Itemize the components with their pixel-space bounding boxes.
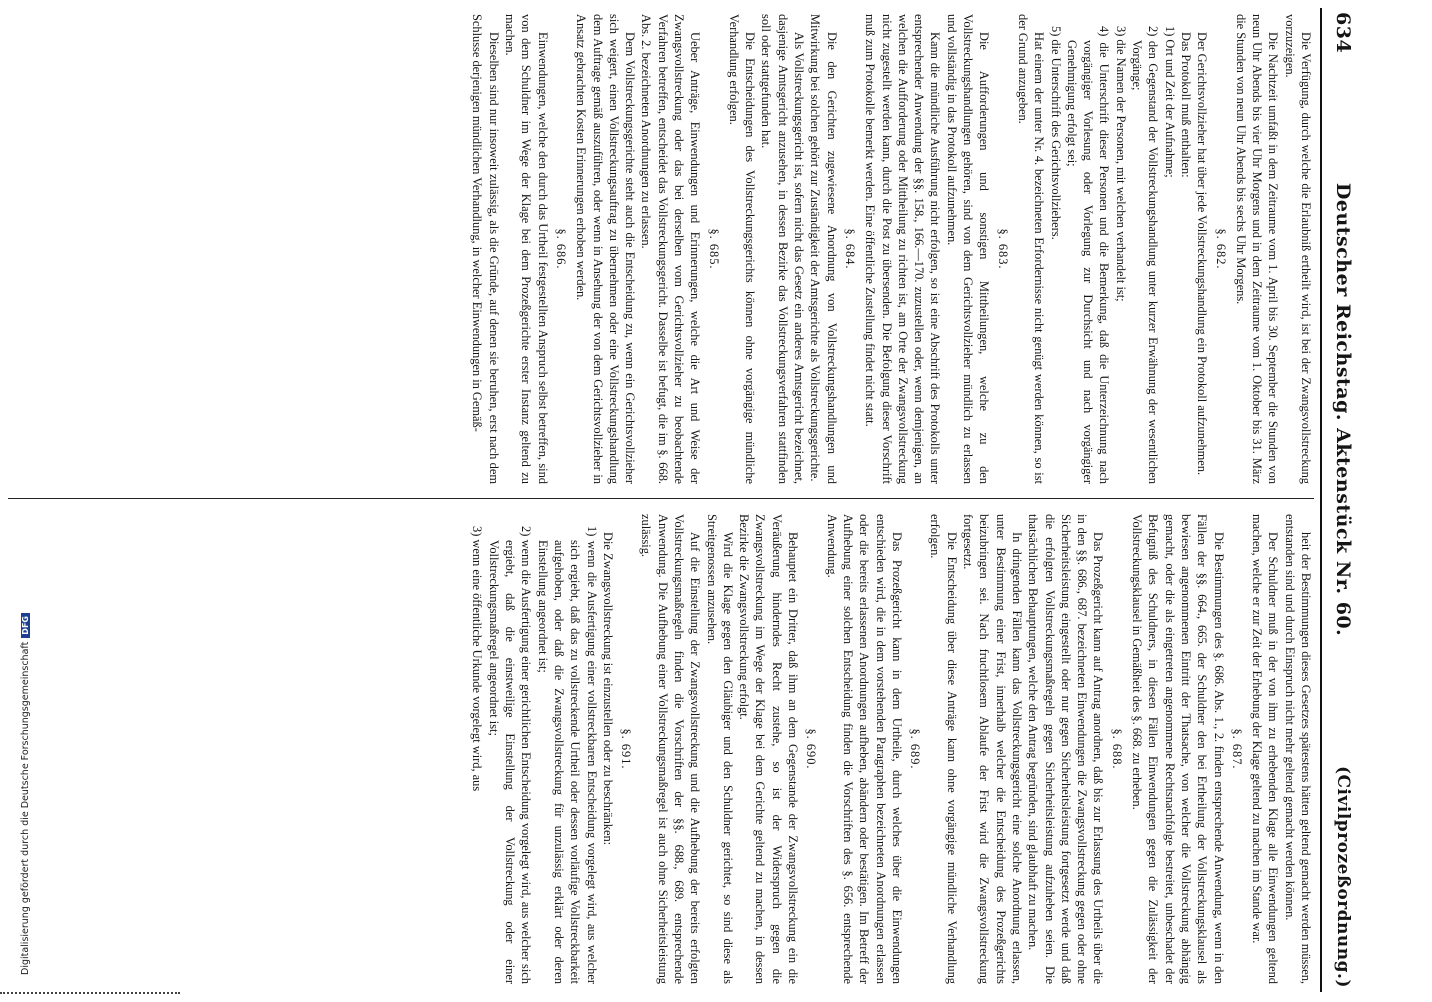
page-subtitle: (Civilprozeßordnung.) [1333,765,1353,988]
section-heading: §. 690. [804,728,819,770]
list-item: 1) Ort und Zeit der Aufnahme; [1162,26,1177,178]
paragraph: In dringenden Fällen kann das Vollstreckungsgericht eine solche Anordnung erlassen, unter Bestimmung einer Frist, innerhalb welcher die Entscheidung des Prozeßgerichts beizubringen sei. Nach fruchtlosem Ablaufe der Frist wird die Zwangsvollstreckung fortgesetzt. [961,514,1024,984]
page-title: Deutscher Reichstag. Aktenstück Nr. 60. [1332,182,1354,637]
scan-edge-mark [0,992,180,1002]
section-heading: §. 687. [1229,728,1244,770]
paragraph: Die Verfügung, durch welche die Erlaubniß ertheilt wird, ist bei der Zwangsvollstreckung vorzuzeigen. [1282,14,1313,484]
section-heading: §. 688. [1109,728,1124,770]
list-item: 3) wenn eine öffentliche Urkunde vorgelegt wird, aus [470,526,485,792]
footer-note [20,613,31,975]
footer-note-text: Digitalisierung gefördert durch die Deutsche Forschungsgemeinschaft [20,641,31,975]
paragraph: Dem Vollstreckungsgerichte steht auch die Entscheidung zu, wenn ein Gerichtsvollzieher sich weigert, einen Vollstreckungsauftrag zu übernehmen oder eine Vollstreckungshandlung dem Auftrage gemäß auszuführen, oder wenn in Ansehung der von dem Gerichtsvollzieher in Ansatz gebrachten Kosten Erinnerungen erhoben werden. [574,14,638,484]
paragraph: Das Prozeßgericht kann auf Antrag anordnen, daß bis zur Erlassung des Urtheils über die in den §§. 686., 687. bezeichneten Einwendungen die Zwangsvollstreckung gegen oder ohne Sicherheitsleistung eingestellt oder nur gegen Sicherheitsleistung fortgesetzt werde und daß die erfolgten Vollstreckungsmaßregeln gegen Sicherheitsleistung aufzuheben seien. Die thatsächlichen Behauptungen, welche den Antrag begründen, sind glaubhaft zu machen. [1026,514,1106,984]
header-rule [1320,8,1322,992]
right-column [6,514,1314,984]
paragraph: Das Prozeßgericht kann in dem Urtheile, durch welches über die Einwendungen entschieden wird, die in dem vorstehenden Paragraphen bezeichneten Anordnungen erlassen oder die bereits erlassenen Anordnungen aufheben, abändern oder bestätigen. Im Betreff der Aufhebung einer solchen Entscheidung finden die Vorschriften des §. 656. entsprechende Anwendung. [824,514,904,984]
paragraph: Behauptet ein Dritter, daß ihm an dem Gegenstande der Zwangsvollstreckung ein die Veräußerung hinderndes Recht zustehe, so ist der Widerspruch gegen die Zwangsvollstreckung im Wege der Klage bei dem Gerichte geltend zu machen, in dessen Bezirke die Zwangsvollstreckung erfolgt. [737,514,801,984]
paragraph: Kann die mündliche Ausführung nicht erfolgen, so ist eine Abschrift des Protokolls unter entsprechender Anwendung der §§. 158., 166.—170. zuzustellen oder, wenn demjenigen, an welchen die Aufforderung oder Mittheilung zu richten ist, am Orte der Zwangsvollstreckung nicht zugestellt werden kann, durch die Post zu übersenden. Die Befolgung dieser Vorschrift muß zum Protokolle bemerkt werden. Eine öffentliche Zustellung findet nicht statt. [863,14,943,484]
paragraph: Das Protokoll muß enthalten: [1178,32,1193,178]
list-item: 5) die Unterschrift des Gerichtsvollziehers. [1048,26,1063,240]
paragraph: Die Bestimmungen des §. 686. Abs. 1., 2. finden entsprechende Anwendung, wenn in den Fällen der §§. 664., 665. der Schuldner den bei Ertheilung der Vollstreckungsklausel als bewiesen angenommenen Eintritt der Thatsache, von welcher die Vollstreckung abhängig gemacht, oder die als eingetreten angenommene Rechtsnachfolge bestreitet, unbeschadet der Befugniß des Schuldners, in diesen Fällen Einwendungen gegen die Zulässigkeit der Vollstreckungsklausel in Gemäßheit des §. 668. zu erheben. [1130,514,1226,984]
paragraph: Ueber Anträge, Einwendungen und Erinnerungen, welche die Art und Weise der Zwangsvollstreckung oder das bei derselben vom Gerichtsvollzieher zu beobachtende Verfahren betreffen, entscheidet das Vollstreckungsgericht. Dasselbe ist befugt, die im §. 668. Abs. 2. bezeichneten Anordnungen zu erlassen. [639,14,703,484]
paragraph: Wird die Klage gegen den Gläubiger und den Schuldner gerichtet, so sind diese als Streitgenossen anzusehen. [704,514,735,984]
digitization-footer [6,0,30,1000]
page-header [1326,12,1360,988]
dfg-logo-icon: DFG [21,613,30,638]
list-item: 2) den Gegenstand der Vollstreckungshandlung unter kurzer Erwähnung der wesentlichen Vorgänge; [1130,26,1161,484]
paragraph: Als Vollstreckungsgericht ist, sofern nicht das Gesetz ein anderes Amtsgericht bezeichnet, dasjenige Amtsgericht anzusehen, in dessen Bezirke das Vollstreckungsverfahren stattfinden soll oder stattgefunden hat. [759,14,807,484]
page-number: 634 [1332,12,1354,54]
paragraph: Die Entscheidung über diese Anträge kann ohne vorgängige mündliche Verhandlung erfolgen. [928,514,959,984]
paragraph: Die Entscheidungen des Vollstreckungsgerichts können ohne vorgängige mündliche Verhandlung erfolgen. [726,14,758,484]
paragraph: heit der Bestimmungen dieses Gesetzes spätestens hätten geltend gemacht werden müssen, entstanden sind und durch Einspruch nicht mehr geltend gemacht werden können. [1282,514,1313,984]
paragraph: Die Nachtzeit umfaßt in dem Zeitraume vom 1. April bis 30. September die Stunden von neun Uhr Abends bis vier Uhr Morgens und in dem Zeitraume vom 1. Oktober bis 31. März die Stunden von neun Uhr Abends bis sechs Uhr Morgens. [1233,14,1281,484]
section-heading: §. 686. [553,228,568,270]
paragraph: Der Schuldner muß in der von ihm zu erhebenden Klage alle Einwendungen geltend machen, welche er zur Zeit der Erhebung der Klage geltend zu machen im Stande war. [1250,514,1281,984]
section-heading: §. 682. [1213,228,1228,270]
paragraph: Auf die Einstellung der Zwangsvollstreckung und die Aufhebung der bereits erfolgten Vollstreckungsmaßregeln finden die Vorschriften der §§. 688., 689. entsprechende Anwendung. Die Aufhebung einer Vollstreckungsmaßregel ist auch ohne Sicherheitsleistung zulässig. [639,514,703,984]
list-item: 3) die Namen der Personen, mit welchen verhandelt ist; [1113,26,1128,302]
paragraph: Die Aufforderungen und sonstigen Mittheilungen, welche zu den Vollstreckungshandlungen gehören, sind von dem Gerichtsvollzieher mündlich zu erlassen und vollständig in das Protokoll aufzunehmen. [944,14,992,484]
paragraph: Hat einem der unter Nr. 4. bezeichneten Erfordernisse nicht genügt werden können, so ist der Grund anzugeben. [1015,14,1047,484]
list-item: 1) wenn die Ausfertigung einer vollstreckbaren Entscheidung vorgelegt wird, aus welcher sich ergiebt, daß das zu vollstreckende Urtheil oder dessen vorläufige Vollstreckbarkeit aufgehoben, oder daß die Zwangsvollstreckung für unzulässig erklärt oder deren Einstellung angeordnet ist; [535,526,599,984]
list-item: 4) die Unterschrift dieser Personen und die Bemerkung, daß die Unterzeichnung nach vorgängiger Vorlesung oder Vorlegung zur Durchsicht und nach vorgängiger Genehmigung erfolgt sei; [1064,26,1112,484]
section-heading: §. 683. [995,228,1010,270]
section-heading: §. 684. [842,228,857,270]
section-heading: §. 689. [908,728,923,770]
paragraph: Einwendungen, welche den durch das Urtheil festgestellten Anspruch selbst betreffen, sind von dem Schuldner im Wege der Klage bei dem Prozeßgerichte erster Instanz geltend zu machen. [503,14,550,484]
section-heading: §. 691. [619,728,634,770]
paragraph: Die den Gerichten zugewiesene Anordnung von Vollstreckungshandlungen und Mitwirkung bei solchen gehört zur Zuständigkeit der Amtsgerichte als Vollstreckungsgerichte. [808,14,839,484]
list-item: 2) wenn die Ausfertigung einer gerichtlichen Entscheidung vorgelegt wird, aus welcher sich ergiebt, daß die einstweilige Einstellung der Vollstreckung oder einer Vollstreckungsmaßregel angeordnet ist; [486,526,534,984]
paragraph: Die Zwangsvollstreckung ist einzustellen oder zu beschränken: [600,532,615,846]
paragraph: Dieselben sind nur insoweit zulässig, als die Gründe, auf denen sie beruhen, erst nach dem Schlusse derjenigen mündlichen Verhandlung, in welcher Einwendungen in Gemäß- [470,14,501,484]
left-column [6,14,1314,484]
section-heading: §. 685. [706,228,721,270]
paragraph: Der Gerichtsvollzieher hat über jede Vollstreckungshandlung ein Protokoll aufzunehmen. [1195,32,1210,476]
column-divider [8,498,1314,499]
